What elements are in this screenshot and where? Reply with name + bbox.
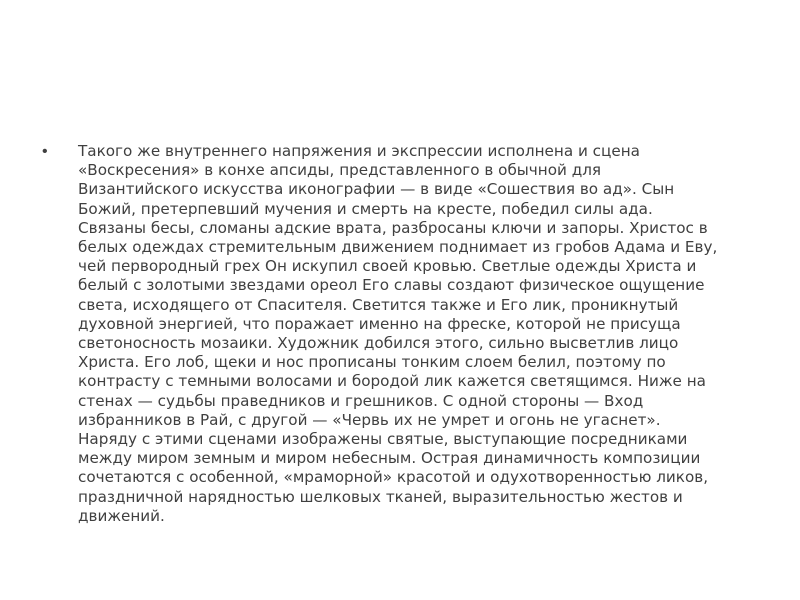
slide-content [42, 142, 762, 526]
bullet-marker: • [42, 143, 48, 160]
bullet-item [42, 142, 762, 526]
bullet-paragraph: Такого же внутреннего напряжения и экспрессии исполнена и сцена «Воскресения» в конхе апсиды, представленного в обычной для Византийского искусства иконографии — в виде «Сошествия во ад». Сын Божий, претерпевший мучения и смерть на кресте, победил силы ада. Связаны бесы, сломаны адские врата, разбросаны ключи и запоры. Христос в белых одеждах стремительным движением поднимает из гробов Адама и Еву, чей первородный грех Он искупил своей кровью. Светлые одежды Христа и белый с золотыми звездами ореол Его славы создают физическое ощущение света, исходящего от Спасителя. Светится также и Его лик, проникнутый духовной энергией, что поражает именно на фреске, которой не присуща светоносность мозаики. Художник добился этого, сильно высветлив лицо Христа. Его лоб, щеки и нос прописаны тонким слоем белил, поэтому по контрасту с темными волосами и бородой лик кажется светящимся. Ниже на стенах — судьбы праведников и грешников. С одной стороны — Вход избранников в Рай, с другой — «Червь их не умрет и огонь не угаснет». Наряду с этими сценами изображены святые, выступающие посредниками между миром земным и миром небесным. Острая динамичность композиции сочетаются с особенной, «мраморной» красотой и одухотворенностью ликов, праздничной нарядностью шелковых тканей, выразительностью жестов и движений. [78, 142, 718, 525]
